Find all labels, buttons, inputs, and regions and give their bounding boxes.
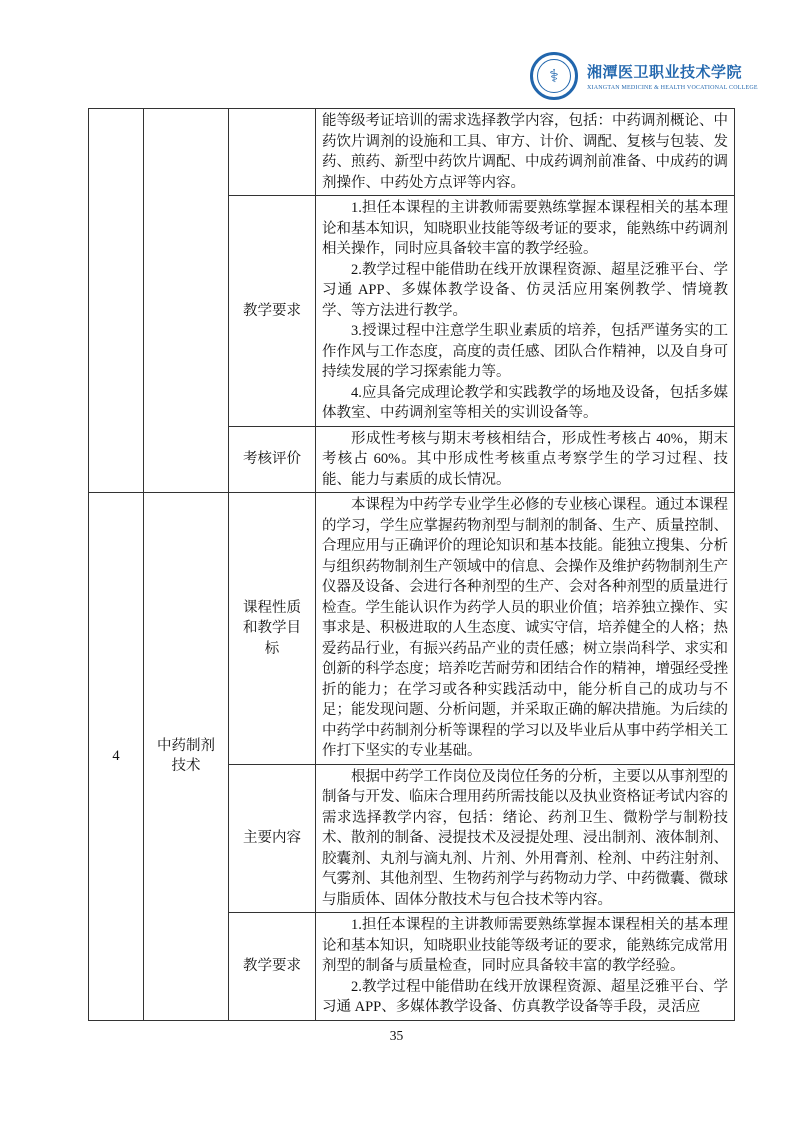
row-content-cell (316, 913, 735, 1021)
college-logo (530, 52, 758, 100)
course-syllabus-table (88, 108, 735, 1021)
row-label-cell: 教学要求 (229, 913, 316, 1021)
course-name-cell (144, 109, 229, 493)
row-label-cell: 课程性质和教学目标 (229, 493, 316, 765)
content-paragraph: 4.应具备完成理论教学和实践教学的场地及设备，包括多媒体教室、中药调剂室等相关的实训设备等。 (322, 384, 728, 421)
content-paragraph: 根据中药学工作岗位及岗位任务的分析，主要以从事剂型的制备与开发、临床合理用药所需技能以及执业资格证考试内容的需求选择教学内容，包括：绪论、药剂卫生、微粉学与制粉技术、散剂的制备、浸提技术及浸提处理、浸出制剂、液体制剂、胶囊剂、丸剂与滴丸剂、片剂、外用膏剂、栓剂、中药注射剂、气雾剂、其他剂型、生物药剂学与药物动力学、中药微囊、微球与脂质体、固体分散技术与包合技术等内容。 (322, 768, 728, 908)
content-paragraph: 本课程为中药学专业学生必修的专业核心课程。通过本课程的学习，学生应掌握药物剂型与制剂的制备、生产、质量控制、合理应用与正确评价的理论知识和基本技能。能独立搜集、分析与组织药物制剂生产领域中的信息、会操作及维护药物制剂生产仪器及设备、会进行各种剂型的生产、会对各种剂型的质量进行检查。学生能认识作为药学人员的职业价值；培养独立操作、实事求是、积极进取的人生态度、诚实守信，培养健全的人格；热爱药品行业，有振兴药品产业的责任感；树立崇尚科学、求实和创新的科学态度；培养吃苦耐劳和团结合作的精神，增强经受挫折的能力；在学习或各种实践活动中，能分析自己的成功与不足；能发现问题、分析问题，并采取正确的解决措施。为后续的中药学中药制剂分析等课程的学习以及毕业后从事中药学相关工作打下坚实的专业基础。 (322, 497, 728, 759)
row-content-cell (316, 764, 735, 913)
row-label-cell: 教学要求 (229, 196, 316, 427)
row-label-cell (229, 109, 316, 196)
content-paragraph: 3.授课过程中注意学生职业素质的培养，包括严谨务实的工作作风与工作态度，高度的责任感、团队合作精神，以及自身可持续发展的学习探索能力等。 (322, 323, 728, 380)
row-label-cell: 考核评价 (229, 426, 316, 493)
row-label-cell: 主要内容 (229, 764, 316, 913)
page-number: 35 (389, 1028, 404, 1043)
content-paragraph: 1.担任本课程的主讲教师需要熟练掌握本课程相关的基本理论和基本知识，知晓职业技能等级考证的要求，能熟练完成常用剂型的制备与质量检查，同时应具备较丰富的教学经验。 (322, 917, 728, 974)
content-paragraph: 1.担任本课程的主讲教师需要熟练掌握本课程相关的基本理论和基本知识，知晓职业技能等级考证的要求，能熟练中药调剂相关操作，同时应具备较丰富的教学经验。 (322, 200, 728, 257)
row-content-cell (316, 426, 735, 493)
table-row (89, 493, 735, 765)
course-name-cell: 中药制剂技术 (144, 493, 229, 1021)
content-paragraph: 2.教学过程中能借助在线开放课程资源、超星泛雅平台、学习通 APP、多媒体教学设备、仿真教学设备等手段，灵活应 (322, 978, 728, 1015)
course-index-cell: 4 (89, 493, 144, 1021)
course-index-cell (89, 109, 144, 493)
college-name-en: XIANGTAN MEDICINE & HEALTH VOCATIONAL COLLEGE (587, 85, 758, 91)
content-paragraph: 2.教学过程中能借助在线开放课程资源、超星泛雅平台、学习通 APP、多媒体教学设备、仿灵活应用案例教学、情境教学、等方法进行教学。 (322, 261, 728, 319)
emblem-inner-ring (537, 59, 571, 93)
row-content-cell (316, 196, 735, 427)
table-row (89, 109, 735, 196)
row-content-cell (316, 109, 735, 196)
content-paragraph: 能等级考证培训的需求选择教学内容，包括：中药调剂概论、中药饮片调剂的设施和工具、审方、计价、调配、复核与包装、发药、煎药、新型中药饮片调配、中成药调剂前准备、中成药的调剂操作、中药处方点评等内容。 (322, 113, 728, 191)
content-paragraph: 形成性考核与期末考核相结合，形成性考核占 40%，期末考核占 60%。其中形成性考核重点考察学生的学习过程、技能、能力与素质的成长情况。 (322, 430, 728, 488)
college-name-block (587, 61, 758, 91)
caduceus-icon: ⚕ (549, 66, 559, 86)
college-name-cn: 湘潭医卫职业技术学院 (587, 65, 743, 81)
row-content-cell (316, 493, 735, 765)
college-emblem-icon (530, 52, 578, 100)
